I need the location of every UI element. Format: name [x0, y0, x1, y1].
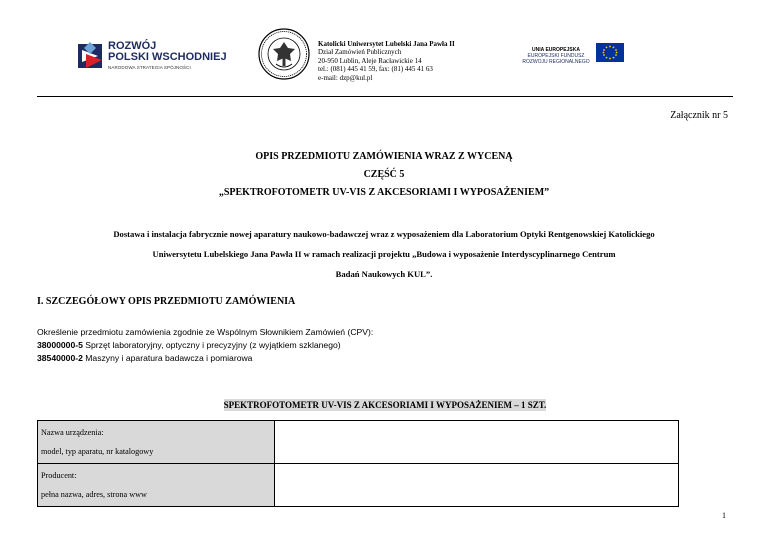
table-title-text: SPEKTROFOTOMETR UV-VIS Z AKCESORIAMI I WYPOSAŻENIEM – 1 SZT. — [223, 400, 547, 410]
table-row — [38, 464, 679, 507]
rozwoj-line1: ROZWÓJ — [108, 40, 157, 52]
rozwoj-line2: POLSKI WSCHODNIEJ — [108, 51, 227, 63]
row-label: Nazwa urządzenia: — [41, 428, 104, 437]
description-line2: Uniwersytetu Lubelskiego Jana Pawła II w ramach realizacji projektu „Budowa i wyposażenie Interdyscyplinarnego Centrum — [152, 249, 616, 259]
cpv-text: Sprzęt laboratoryjny, optyczny i precyzyjny (z wyjątkiem szklanego) — [82, 340, 341, 350]
product-title: „SPEKTROFOTOMETR UV-VIS Z AKCESORIAMI I WYPOSAŻENIEM” — [218, 187, 550, 198]
cpv-item — [37, 339, 373, 352]
cpv-code: 38000000-5 — [37, 340, 83, 350]
main-title: OPIS PRZEDMIOTU ZAMÓWIENIA WRAZ Z WYCENĄ — [255, 151, 513, 162]
specification-table — [37, 420, 679, 507]
university-department: Dział Zamówień Publicznych — [318, 48, 402, 57]
row-label: Producent: — [41, 471, 77, 480]
table-label-cell — [38, 464, 275, 507]
university-email: e-mail: dzp@kul.pl — [318, 73, 373, 82]
university-name: Katolicki Uniwersytet Lubelski Jana Pawła II — [318, 40, 455, 48]
university-address: 20-950 Lublin, Aleje Racławickie 14 — [318, 56, 422, 65]
description-line1: Dostawa i instalacja fabrycznie nowej aparatury naukowo-badawczej wraz z wyposażeniem dla Laboratorium Optyki Rentgenowskiej Katolickiego — [113, 229, 655, 239]
university-address-block — [318, 40, 455, 82]
description-line3: Badań Naukowych KUL”. — [335, 269, 433, 279]
description-paragraph — [50, 224, 718, 284]
eu-line3: ROZWOJU REGIONALNEGO — [522, 59, 590, 65]
page-number: 1 — [722, 511, 726, 520]
cpv-code: 38540000-2 — [37, 353, 83, 363]
table-title — [37, 400, 733, 410]
part-title: CZĘŚĆ 5 — [363, 169, 405, 180]
cpv-block — [37, 326, 373, 365]
cpv-intro: Określenie przedmiotu zamówienia zgodnie ze Wspólnym Słownikiem Zamówień (CPV): — [37, 327, 374, 337]
eu-line2: EUROPEJSKI FUNDUSZ — [527, 53, 585, 59]
header-divider — [37, 96, 733, 97]
eu-line1: UNIA EUROPEJSKA — [532, 47, 580, 53]
row-sublabel: pełna nazwa, adres, strona www — [41, 490, 147, 499]
table-row — [38, 421, 679, 464]
manufacturer-input[interactable] — [275, 464, 679, 507]
cpv-item — [37, 352, 373, 365]
eu-flag-icon — [596, 43, 624, 62]
rozwoj-tagline: NARODOWA STRATEGIA SPÓJNOŚCI — [108, 65, 191, 70]
cpv-text: Maszyny i aparatura badawcza i pomiarowa — [82, 353, 253, 363]
device-name-input[interactable] — [275, 421, 679, 464]
row-sublabel: model, typ aparatu, nr katalogowy — [41, 447, 154, 456]
table-label-cell — [38, 421, 275, 464]
university-seal-icon — [258, 28, 310, 80]
rozwoj-logo-text — [108, 41, 227, 63]
university-phone: tel.: (081) 445 41 59, fax: (81) 445 41 63 — [318, 65, 433, 74]
section-title: I. SZCZEGÓŁOWY OPIS PRZEDMIOTU ZAMÓWIENIA — [37, 296, 296, 307]
annex-label: Załącznik nr 5 — [670, 110, 728, 121]
eu-logo-text — [517, 47, 595, 65]
